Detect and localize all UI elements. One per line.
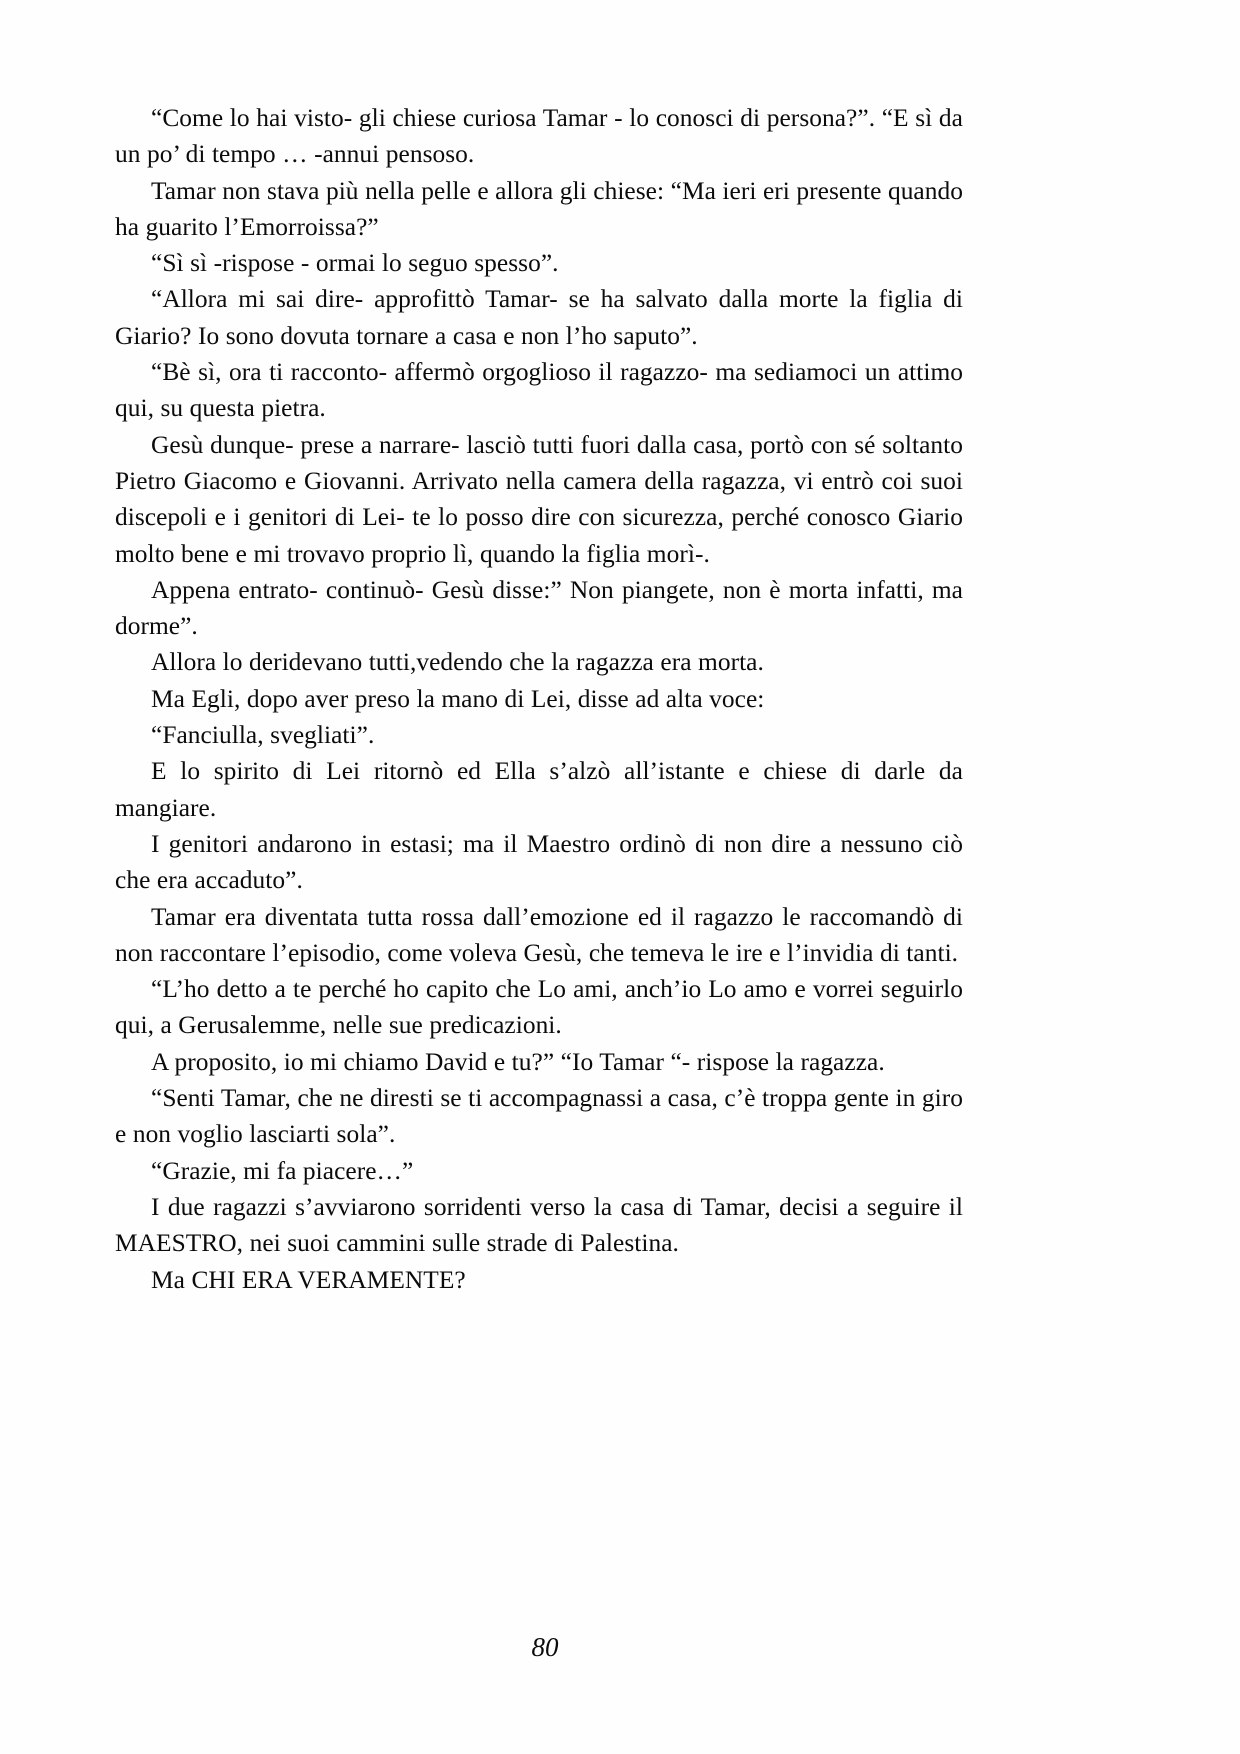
paragraph: Tamar era diventata tutta rossa dall’emozione ed il ragazzo le raccomandò di non raccontare l’episodio, come voleva Gesù, che temeva le ire e l’invidia di tanti. [115, 902, 963, 967]
paragraph: I due ragazzi s’avviarono sorridenti verso la casa di Tamar, decisi a seguire il MAESTRO, nei suoi cammini sulle strade di Palestina. [115, 1192, 963, 1258]
paragraph: “Sì sì -rispose - ormai lo seguo spesso”. [151, 249, 559, 278]
paragraph: Appena entrato- continuò- Gesù disse:” Non piangete, non è morta infatti, ma dorme”. [115, 575, 963, 641]
paragraph: Tamar non stava più nella pelle e allora gli chiese: “Ma ieri eri presente quando ha guarito l’Emorroissa?” [115, 176, 963, 241]
page-text-body [115, 100, 963, 1298]
paragraph: “Come lo hai visto- gli chiese curiosa Tamar - lo conosci di persona?”. “E sì da un po’ di tempo … -annui pensoso. [115, 104, 963, 169]
paragraph: “Fanciulla, svegliati”. [151, 721, 375, 750]
paragraph: “L’ho detto a te perché ho capito che Lo ami, anch’io Lo amo e vorrei seguirlo qui, a Gerusalemme, nelle sue predicazioni. [115, 975, 963, 1040]
paragraph: “Allora mi sai dire- approfittò Tamar- se ha salvato dalla morte la figlia di Giario? Io sono dovuta tornare a casa e non l’ho saputo”. [115, 285, 963, 350]
paragraph: E lo spirito di Lei ritornò ed Ella s’alzò all’istante e chiese di darle da mangiare. [115, 757, 963, 822]
paragraph: “Grazie, mi fa piacere…” [151, 1156, 414, 1185]
paragraph: Ma CHI ERA VERAMENTE? [151, 1265, 466, 1294]
paragraph: Gesù dunque- prese a narrare- lasciò tutti fuori dalla casa, portò con sé soltanto Pietro Giacomo e Giovanni. Arrivato nella camera della ragazza, vi entrò coi suoi discepoli e i genitori di Lei- te lo posso dire con sicurezza, perché conosco Giario molto bene e mi trovavo proprio lì, quando la figlia morì-. [115, 430, 963, 568]
page-number: 80 [531, 1632, 559, 1662]
paragraph: A proposito, io mi chiamo David e tu?” “Io Tamar “- rispose la ragazza. [151, 1047, 885, 1076]
paragraph: I genitori andarono in estasi; ma il Maestro ordinò di non dire a nessuno ciò che era accaduto”. [115, 829, 963, 895]
paragraph: Allora lo deridevano tutti,vedendo che la ragazza era morta. [151, 648, 764, 677]
paragraph: “Senti Tamar, che ne diresti se ti accompagnassi a casa, c’è troppa gente in giro e non voglio lasciarti sola”. [115, 1084, 963, 1149]
paragraph: “Bè sì, ora ti racconto- affermò orgoglioso il ragazzo- ma sediamoci un attimo qui, su questa pietra. [115, 358, 963, 423]
paragraph: Ma Egli, dopo aver preso la mano di Lei, disse ad alta voce: [151, 684, 765, 713]
